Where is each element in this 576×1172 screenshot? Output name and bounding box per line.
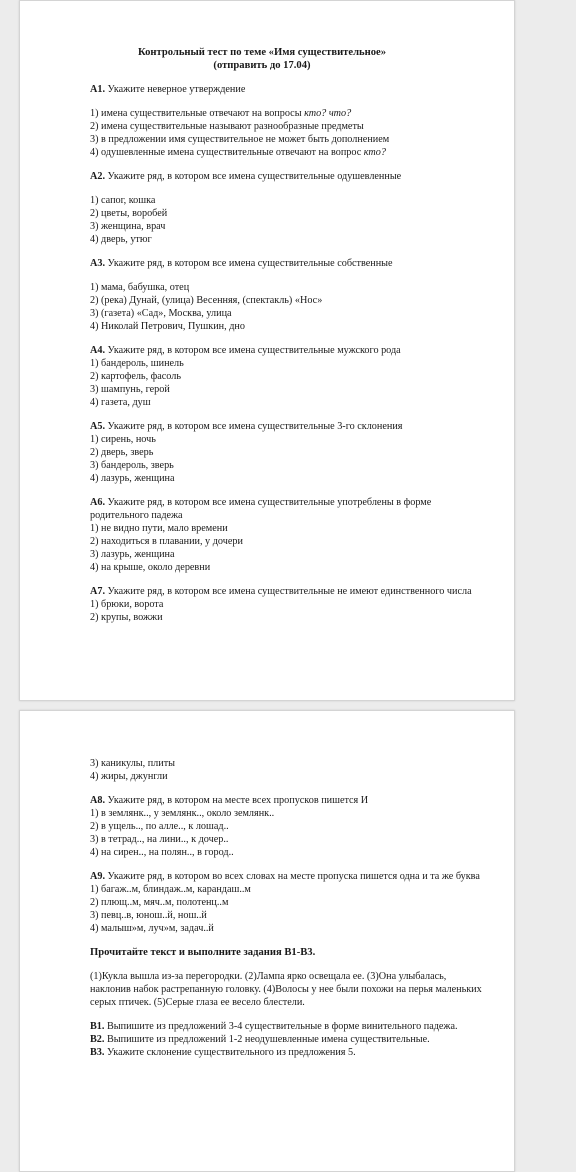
question-text: Укажите ряд, в котором все имена существительные собственные bbox=[105, 258, 393, 269]
answer-option: 1) сапог, кошка bbox=[90, 195, 156, 206]
task-number: В1. bbox=[90, 1021, 105, 1032]
question-a9 bbox=[90, 870, 484, 935]
answer-option: 2) дверь, зверь bbox=[90, 447, 154, 458]
question-text: Укажите неверное утверждение bbox=[105, 84, 246, 95]
answer-option: 2) имена существительные называют разнообразные предметы bbox=[90, 121, 364, 132]
question-text: Укажите ряд, в котором все имена существительные не имеют единственного числа bbox=[105, 586, 472, 597]
question-text: Укажите ряд, в котором во всех словах на месте пропуска пишется одна и та же буква bbox=[105, 871, 480, 882]
answer-option: 4) газета, душ bbox=[90, 397, 151, 408]
question-a1-heading bbox=[90, 83, 484, 96]
answer-option: 3) (газета) «Сад», Москва, улица bbox=[90, 308, 232, 319]
answer-option: 4) малыш»м, луч»м, задач..й bbox=[90, 923, 214, 934]
question-a9-heading bbox=[90, 870, 484, 883]
reading-task-heading: Прочитайте текст и выполните задания В1-В3. bbox=[90, 947, 316, 958]
question-a5 bbox=[90, 420, 484, 485]
question-a7 bbox=[90, 585, 484, 624]
answer-option: 4) лазурь, женщина bbox=[90, 473, 175, 484]
answer-option: 2) в ущель.., по алле.., к лошад.. bbox=[90, 821, 229, 832]
option-text: 1) имена существительные отвечают на вопросы bbox=[90, 108, 305, 119]
question-number: А8. bbox=[90, 795, 105, 806]
question-number: А1. bbox=[90, 84, 105, 95]
answer-option: 3) шампунь, герой bbox=[90, 384, 170, 395]
answer-option: 4) Николай Петрович, Пушкин, дно bbox=[90, 321, 245, 332]
question-text: Укажите ряд, в котором все имена существительные мужского рода bbox=[105, 345, 401, 356]
answer-option: 2) крупы, вожжи bbox=[90, 612, 163, 623]
question-a8-heading bbox=[90, 794, 484, 807]
task-b1 bbox=[90, 1020, 484, 1033]
task-b2 bbox=[90, 1033, 484, 1046]
answer-option: 4) дверь, утюг bbox=[90, 234, 152, 245]
task-number: В2. bbox=[90, 1034, 105, 1045]
answer-option: 3) лазурь, женщина bbox=[90, 549, 175, 560]
answer-option: 1) не видно пути, мало времени bbox=[90, 523, 228, 534]
question-number: А2. bbox=[90, 171, 105, 182]
question-number: А5. bbox=[90, 421, 105, 432]
title-line-1: Контрольный тест по теме «Имя существительное» bbox=[137, 47, 387, 58]
question-a1 bbox=[90, 83, 484, 159]
question-a4 bbox=[90, 344, 484, 409]
question-a3 bbox=[90, 257, 484, 333]
question-a2-heading bbox=[90, 170, 484, 183]
answer-option bbox=[90, 107, 484, 120]
reading-text-paragraph: (1)Кукла вышла из-за перегородки. (2)Лампа ярко освещала ее. (3)Она улыбалась, наклонив набок растрепанную головку. (4)Волосы у нее были похожи на перья маленьких серых птичек. (5)Серые глаза ее весело блестели. bbox=[90, 971, 482, 1008]
question-a5-heading bbox=[90, 420, 484, 433]
answer-option: 1) брюки, ворота bbox=[90, 599, 164, 610]
question-a4-heading bbox=[90, 344, 484, 357]
question-a3-heading bbox=[90, 257, 484, 270]
answer-option: 3) каникулы, плиты bbox=[90, 758, 176, 769]
answer-option: 2) цветы, воробей bbox=[90, 208, 168, 219]
task-b3 bbox=[90, 1046, 484, 1059]
question-number: А3. bbox=[90, 258, 105, 269]
answer-option: 1) бандероль, шинель bbox=[90, 358, 184, 369]
task-text: Выпишите из предложений 1-2 неодушевленные имена существительные. bbox=[104, 1034, 430, 1045]
answer-option: 3) женщина, врач bbox=[90, 221, 166, 232]
page-1-content bbox=[90, 47, 484, 624]
option-italic: кто? что? bbox=[304, 108, 352, 119]
answer-option: 3) в предложении имя существительное не может быть дополнением bbox=[90, 134, 390, 145]
question-a6-heading bbox=[90, 496, 484, 522]
question-text: Укажите ряд, в котором на месте всех пропусков пишется И bbox=[105, 795, 369, 806]
answer-option: 1) мама, бабушка, отец bbox=[90, 282, 190, 293]
answer-option: 4) на крыше, около деревни bbox=[90, 562, 211, 573]
question-text: Укажите ряд, в котором все имена существительные употреблены в форме родительного падежа bbox=[90, 497, 432, 521]
question-number: А7. bbox=[90, 586, 105, 597]
document-page-2 bbox=[19, 710, 515, 1172]
answer-option: 4) на сирен.., на полян.., в город.. bbox=[90, 847, 234, 858]
question-text: Укажите ряд, в котором все имена существительные 3-го склонения bbox=[105, 421, 403, 432]
answer-option bbox=[90, 146, 484, 159]
answer-option: 1) в землянк.., у землянк.., около землянк.. bbox=[90, 808, 275, 819]
question-a6 bbox=[90, 496, 484, 574]
task-text: Выпишите из предложений 3-4 существительные в форме винительного падежа. bbox=[104, 1021, 458, 1032]
option-text: 4) одушевленные имена существительные отвечают на вопрос bbox=[90, 147, 364, 158]
answer-option: 3) в тетрад.., на лини.., к дочер.. bbox=[90, 834, 229, 845]
question-a8 bbox=[90, 794, 484, 859]
task-text: Укажите склонение существительного из предложения 5. bbox=[104, 1047, 356, 1058]
title-line-2: (отправить до 17.04) bbox=[213, 59, 311, 71]
question-a7-heading bbox=[90, 585, 484, 598]
question-text: Укажите ряд, в котором все имена существительные одушевленные bbox=[105, 171, 402, 182]
task-number: В3. bbox=[90, 1047, 105, 1058]
answer-option: 3) певц..в, юнош..й, нош..й bbox=[90, 910, 207, 921]
question-number: А6. bbox=[90, 497, 105, 508]
document-title bbox=[70, 47, 454, 72]
answer-option: 2) картофель, фасоль bbox=[90, 371, 182, 382]
answer-option: 4) жиры, джунгли bbox=[90, 771, 168, 782]
question-a2 bbox=[90, 170, 484, 246]
answer-option: 2) (река) Дунай, (улица) Весенняя, (спектакль) «Нос» bbox=[90, 295, 323, 306]
answer-option: 2) находиться в плавании, у дочери bbox=[90, 536, 243, 547]
answer-option: 1) багаж..м, блиндаж..м, карандаш..м bbox=[90, 884, 251, 895]
document-page-1 bbox=[19, 0, 515, 701]
question-number: А9. bbox=[90, 871, 105, 882]
answer-option: 2) плющ..м, мяч..м, полотенц..м bbox=[90, 897, 229, 908]
question-number: А4. bbox=[90, 345, 105, 356]
answer-option: 3) бандероль, зверь bbox=[90, 460, 174, 471]
answer-option: 1) сирень, ночь bbox=[90, 434, 156, 445]
option-italic: кто? bbox=[363, 147, 386, 158]
page-2-content bbox=[90, 757, 484, 1059]
